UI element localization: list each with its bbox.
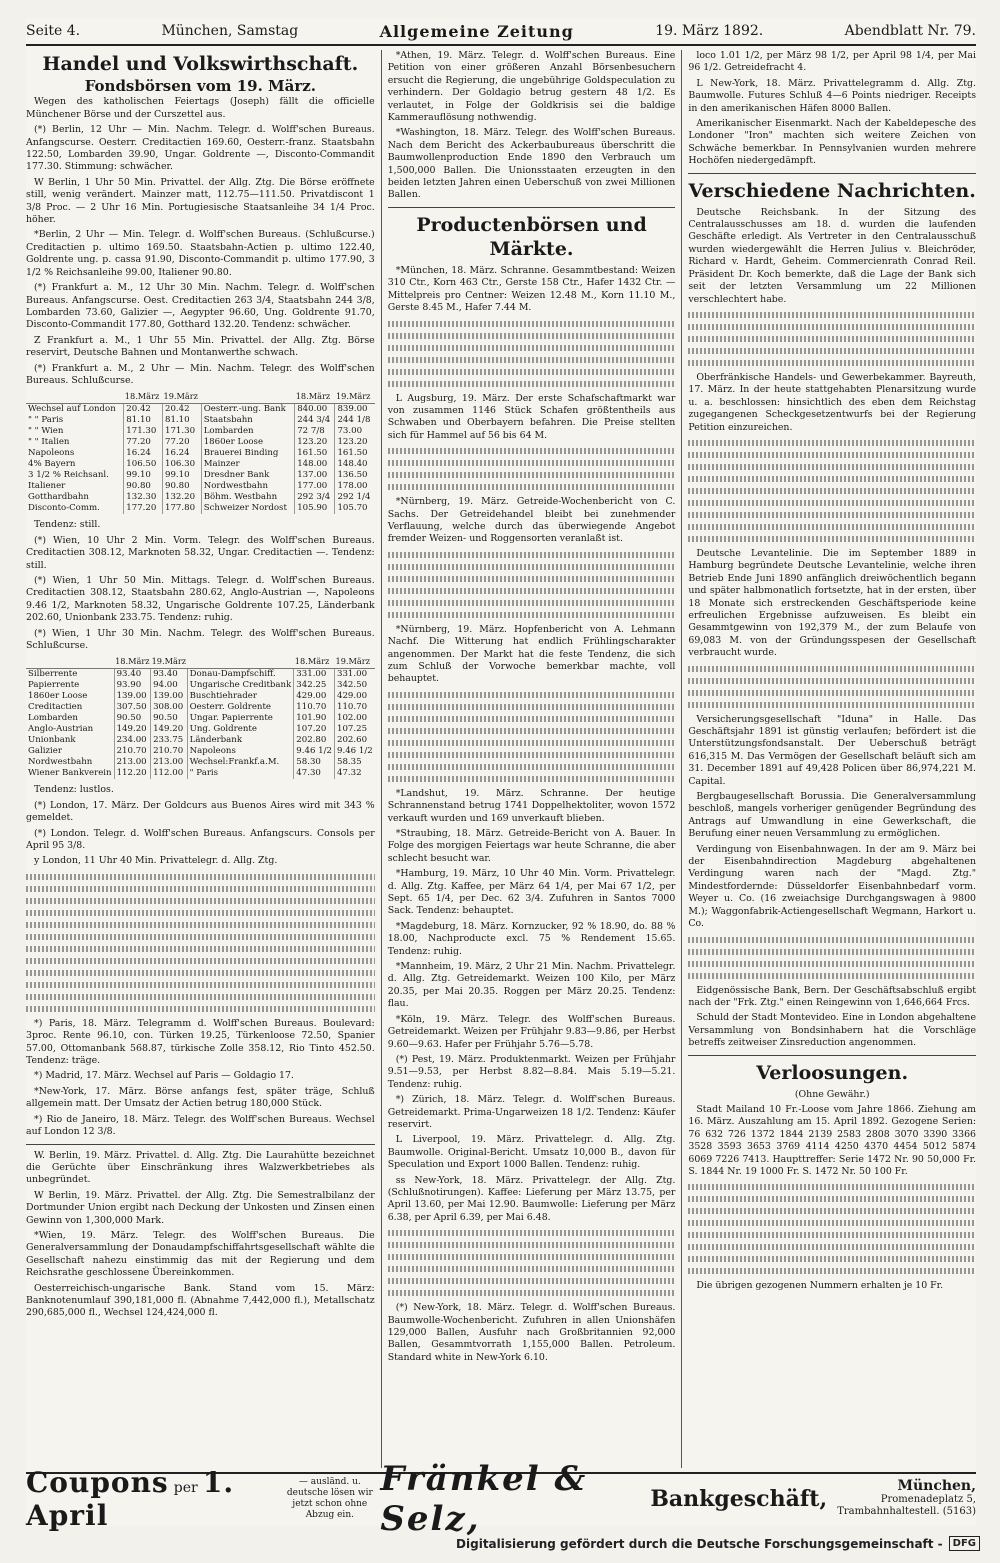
article-london-1: (*) London, 17. März. Der Goldcurs aus Buenos Aires wird mit 343 % gemeldet.: [26, 799, 375, 824]
table-cell: Brauerei Binding: [201, 448, 295, 459]
article-iduna: Versicherungsgesellschaft "Iduna" in Halle. Das Geschäftsjahr 1891 ist günstig verlaufen; befördert ist die Unterstützungsfondsanstalt. Der Ueberschuß beträgt 616,315 M. Das Vermögen der Gesellschaft beläuft sich am 31. December 1891 auf 49,428 Policen über 86,974,221 M. Capital.: [688, 713, 977, 787]
digitization-credit: [456, 1536, 980, 1551]
table-row: [26, 735, 375, 746]
article-newyork-3: (*) New-York, 18. März. Telegr. d. Wolff'schen Bureaus. Baumwolle-Wochenbericht. Zufuhren in allen Unionshäfen 129,000 Ballen, Ausfuhr nach Großbritannien 92,000 Ballen, Gesammtvorrath 1,155,000 Ballen. Petroleum. Standard white in New-York 6.10.: [387, 1302, 676, 1363]
table-cell: 105.90: [295, 503, 335, 514]
newspaper-page: [26, 18, 977, 1539]
levante-text-lines: [688, 666, 976, 708]
table-cell: 77.20: [124, 437, 163, 448]
table-cell: Creditactien: [28, 702, 83, 713]
ad-business-type: Bankgeschäft,: [650, 1486, 828, 1512]
table-cell: 132.30: [124, 492, 163, 503]
table-cell: 307.50: [114, 702, 151, 713]
lottery-note: (Ohne Gewähr.): [794, 1088, 870, 1100]
article-newyork-cont: loco 1.01 1/2, per März 98 1/2, per April 98 1/4, per Mai 96 1/2. Getreidefracht 4.: [688, 50, 977, 74]
table-cell: Wechsel:Frankf.a.M.: [187, 757, 294, 768]
table-cell: 234.00: [114, 735, 151, 746]
table-cell: 161.50: [335, 448, 375, 459]
table-header: [26, 390, 124, 404]
table-cell: 4% Bayern: [28, 459, 76, 470]
article-athen: *Athen, 19. März. Telegr. d. Wolff'schen Bureaus. Eine Petition von einer größeren Anzahl Börsenbesuchern ersucht die Regierung, die ungebührige Goldspeculation zu verhindern. Der Goldagio betrug gestern 48 1/2. Es verlautet, in Folge der Goldkrisis sei die baldige Kammerauflösung nothwendig.: [387, 50, 676, 124]
table-cell: 9.46 1/2: [294, 746, 335, 757]
table-row: [26, 503, 375, 514]
ad-address: [827, 1480, 976, 1518]
table-cell: 112.20: [114, 768, 151, 779]
muenchen-text-lines: [388, 321, 676, 387]
table-cell: 139.00: [151, 691, 188, 702]
table-cell: 77.20: [162, 437, 201, 448]
table-cell: 90.50: [114, 713, 151, 724]
table-row: [26, 691, 375, 702]
article-mailand-end: Die übrigen gezogenen Nummern erhalten je 10 Fr.: [696, 1280, 944, 1292]
table-cell: Ungarische Creditbank: [187, 680, 294, 691]
table-row: [26, 680, 375, 691]
table-cell: 210.70: [151, 746, 188, 757]
table-header: 19.März: [335, 390, 375, 404]
article-dortmunder: W Berlin, 19. März. Privattel. der Allg. Ztg. Die Semestralbilanz der Dortmunder Union ergibt nach Deckung der Unkosten und Zinsen einen Gewinn von 1,300,000 Mark.: [26, 1189, 375, 1226]
article-berlin-3: *Berlin, 2 Uhr — Min. Telegr. d. Wolff'schen Bureaus. (Schlußcurse.) Creditactien p. ultimo 169.50. Staatsbahn-Actien p. ultimo 122.40, Goldrente ung. p. cassa 91.90, Disconto-Commandit p. ultimo 177.90, 3 1/2 % Reichsanleihe 99.00, Italiener 90.80.: [26, 229, 375, 278]
table-cell: 840.00: [295, 404, 335, 416]
table-cell: 105.70: [335, 503, 375, 514]
article-newyork-1: *New-York, 17. März. Börse anfangs fest, später träge, Schluß allgemein matt. Der Umsatz der Actien betrug 180,000 Stück.: [26, 1085, 375, 1110]
table-cell: 47.30: [294, 768, 335, 779]
table-row: [26, 404, 375, 416]
article-paris: *) Paris, 18. März. Telegramm d. Wolff'schen Bureaus. Boulevard: 3proc. Rente 96.10, con. Türken 19.25, Türkenloose 72.50, Spanier 57.00, Ottomanbank 568.87, türkische Zolle 358.12, Rio Tinto 452.50. Tendenz: träge.: [26, 1017, 375, 1067]
section-title-misc: Verschiedene Nachrichten.: [688, 179, 976, 202]
table-cell: 177.00: [295, 481, 335, 492]
divider: [388, 207, 676, 208]
table-cell: 132.20: [162, 492, 201, 503]
table-cell: 112.00: [151, 768, 188, 779]
table-header: 18.März: [114, 655, 151, 669]
table-header: 19.März: [335, 655, 375, 669]
table-cell: 177.20: [124, 503, 163, 514]
ad-firm-name: Fränkel & Selz,: [380, 1459, 588, 1539]
table-cell: 177.80: [162, 503, 201, 514]
table-header: [26, 655, 114, 669]
table-cell: Gotthardbahn: [28, 492, 89, 503]
article-eisenmarkt: Amerikanischer Eisenmarkt. Nach der Kabeldepesche des Londoner "Iron" machten sich weitere Zeichen von Schwäche bemerkbar. In Pennsylvanien wurden mehrere Hochöfen niedergedämpft.: [688, 118, 977, 167]
article-levante: Deutsche Levantelinie. Die im September 1889 in Hamburg begründete Deutsche Levantelinie, welche ihren Betrieb Ende Juni 1890 anfänglich dreiwöchentlich begann und später halbmonatlich fortsetzte, hat in der ersten, über 18 Monate sich erstreckenden Geschäftsperiode keine erfreulichen Ergebnisse aufzuweisen. Es bleibt ein Gesammtgewinn von 192,379 M., der zum Belaufe von 69,083 M. von der Gründungsspesen der Gesellschaft verbraucht wurde.: [688, 547, 977, 659]
table-cell: 93.40: [114, 669, 151, 681]
column-1: [26, 50, 375, 1468]
article-eidgenoessisch: Eidgenössische Bank, Bern. Der Geschäftsabschluß ergibt nach der "Frk. Ztg." einen Reingewinn von 1,646,664 Frcs.: [688, 984, 977, 1008]
table-cell: 99.10: [162, 470, 201, 481]
article-mailand: Stadt Mailand 10 Fr.-Loose vom Jahre 1866. Ziehung am 16. März. Auszahlung am 15. April 1892. Gezogene Serien: 76 632 726 1372 1844 2139 2583 2808 3070 3390 3366 3528 3593 3653 3769 4114 4250 4370 4454 5012 5874 6069 7226 7413. Haupttreffer: Serie 1472 Nr. 90 50,000 Fr. S. 1844 Nr. 19 1000 Fr. S. 1472 Nr. 50 100 Fr.: [688, 1103, 977, 1177]
table-cell: 90.50: [151, 713, 188, 724]
table-cell: Dresdner Bank: [201, 470, 295, 481]
article-berlin-2: W Berlin, 1 Uhr 50 Min. Privattel. der Allg. Ztg. Die Börse eröffnete still, wenig verändert. Mainzer matt, 112.75—111.50. Privatdiscont 1 3/8 Proc. — 2 Uhr 16 Min. Portugiesische Staatsanleihe 34 1/4 Proc. höher.: [26, 176, 375, 226]
table-cell: 123.20: [295, 437, 335, 448]
table-cell: Donau-Dampfschiff.: [187, 669, 294, 681]
table-body-wien: [26, 669, 375, 780]
article-frankfurt-1: (*) Frankfurt a. M., 12 Uhr 30 Min. Nachm. Telegr. d. Wolff'schen Bureaus. Anfangscurse. Oest. Creditactien 263 3/4, Staatsbahn 244 3/8, Lombarden 73.60, Galizier —, Aegypter 96.60, Ung. Goldrente 91.70, Disconto-Commandit 177.80, Gotthard 132.20. Tendenz: schwächer.: [26, 282, 375, 331]
ad-date: 1. April: [26, 1466, 235, 1532]
table-row: [26, 481, 375, 492]
dfg-logo: DFG: [949, 1536, 980, 1551]
table-cell: " " Wien: [28, 426, 64, 437]
article-frankfurt-2: Z Frankfurt a. M., 1 Uhr 55 Min. Privattel. der Allg. Ztg. Börse reservirt, Deutsche Bahnen und Montanwerthe schwach.: [26, 334, 375, 359]
table-row: [26, 415, 375, 426]
page-number: Seite 4.: [26, 23, 81, 39]
table-cell: Anglo-Austrian: [28, 724, 94, 735]
table-cell: 178.00: [335, 481, 375, 492]
article-mannheim: *Mannheim, 19. März, 2 Uhr 21 Min. Nachm. Privattelegr. d. Allg. Ztg. Getreidemarkt. Weizen 100 Kilo, per März 20.35, per Mai 20.35. Roggen per März 20.25. Tendenz: flau.: [387, 961, 676, 1010]
article-madrid: *) Madrid, 17. März. Wechsel auf Paris — Goldagio 17.: [34, 1070, 294, 1082]
table-cell: 137.00: [295, 470, 335, 481]
article-straubing: *Straubing, 18. März. Getreide-Bericht von A. Bauer. In Folge des morgigen Feiertags war heute Schranne, die aber schlecht besucht war.: [387, 828, 676, 864]
table-cell: 93.40: [151, 669, 188, 681]
table-cell: Staatsbahn: [201, 415, 295, 426]
article-berlin-1: (*) Berlin, 12 Uhr — Min. Nachm. Telegr. d. Wolff'schen Bureaus. Anfangscurse. Oesterr. Creditactien 169.60, Oesterr.-franz. Staatsbahn 122.50, Lombarden 39.90, Ungar. Goldrente —, Disconto-Commandit 177.30. Stimmung: schwächer.: [26, 124, 375, 173]
table-cell: Galizier: [28, 746, 62, 757]
table-cell: Ung. Goldrente: [187, 724, 294, 735]
table-row: [26, 448, 375, 459]
table-cell: 16.24: [162, 448, 201, 459]
article-washington: *Washington, 18. März. Telegr. des Wolff'schen Bureaus. Nach dem Bericht des Ackerbaubureaus überschritt die Baumwollenproduction Ende 1890 den Verbrauch um 1,500,000 Ballen. Die Unionsstaaten erzeugten in den beiden letzten Jahren einen Ueberschuß von zwei Millionen Ballen.: [387, 127, 676, 201]
table-cell: Böhm. Westbahn: [201, 492, 295, 503]
article-nuernberg-2: *Nürnberg, 19. März. Hopfenbericht von A. Lehmann Nachf. Die Witterung hat endlich Frühlingscharakter angenommen. Der Markt hat die feste Tendenz, die sich zum Schluß der Vorwoche bemerkbar machte, voll behauptet.: [387, 623, 676, 685]
table-cell: 292 3/4: [295, 492, 335, 503]
divider: [26, 1144, 375, 1145]
table-cell: 81.10: [162, 415, 201, 426]
ad-tram: Trambahnhaltestell.: [837, 1506, 940, 1517]
table-cell: 149.20: [114, 724, 151, 735]
table-cell: 429.00: [294, 691, 335, 702]
ad-city: München,: [897, 1478, 976, 1494]
table-cell: 148.00: [295, 459, 335, 470]
article-augsburg: L Augsburg, 19. März. Der erste Schafschaftmarkt war von zusammen 1146 Stück Schafen größtentheils aus Schwaben und Oberbayern befahren. Die Preise stellten sich für Hammel auf 56 bis 64 M.: [387, 392, 676, 441]
handelskammer-text-lines: [688, 440, 976, 542]
table-cell: Buschtiehrader: [187, 691, 294, 702]
ad-coupons: [26, 1466, 279, 1532]
table-cell: " " Paris: [28, 415, 64, 426]
table-cell: Wechsel auf London: [28, 404, 116, 415]
article-muenchen: *München, 18. März. Schranne. Gesammtbestand: Weizen 310 Ctr., Korn 463 Ctr., Gerste 158 Ctr., Hafer 1432 Ctr. — Mittelpreis pro Centner: Weizen 12.48 M., Korn 11.10 M., Gerste 8.45 M., Hafer 7.44 M.: [387, 264, 676, 314]
article-hamburg: *Hamburg, 19. März, 10 Uhr 40 Min. Vorm. Privattelegr. d. Allg. Ztg. Kaffee, per März 64 1/4, per Mai 67 1/2, per Sept. 65 1/4, per Dec. 62 3/4. Zufuhren in Santos 7000 Sack. Tendenz: behauptet.: [387, 868, 676, 917]
table-cell: Silberrente: [28, 669, 78, 680]
table-cell: 20.42: [162, 404, 201, 416]
ad-per: per: [173, 1480, 198, 1496]
ad-ref: (5163): [942, 1506, 976, 1517]
table-cell: Schweizer Nordost: [201, 503, 295, 514]
footer-advertisement: [26, 1459, 976, 1539]
section-title-markets: Productenbörsen und Märkte.: [416, 213, 647, 260]
table-cell: Oesterr. Goldrente: [187, 702, 294, 713]
table-cell: 171.30: [162, 426, 201, 437]
table-header-row: [26, 390, 375, 404]
article-columns: [26, 50, 976, 1468]
article-london-2: (*) London. Telegr. d. Wolff'schen Bureaus. Anfangscurs. Consols per April 95 3/8.: [26, 827, 375, 852]
article-reichsbank: Deutsche Reichsbank. In der Sitzung des Centralausschusses am 18. d. wurden die laufenden Geschäfte erledigt. Als Vertreter in den Centralausschuß wurden wiedergewählt die Herren Julius v. Bleichröder, Richard v. Hardt, Geheim. Commercienrath Conrad Reil. Präsident Dr. Koch bemerkte, daß die Lage der Bank sich seit der letzten Versammlung um 22 Millionen verschlechtert habe.: [688, 206, 977, 305]
table-cell: 171.30: [124, 426, 163, 437]
table-cell: 58.30: [294, 757, 335, 768]
table-cell: 73.00: [335, 426, 375, 437]
page-header: [26, 18, 976, 46]
table-cell: 94.00: [151, 680, 188, 691]
table-cell: Lombarden: [201, 426, 295, 437]
table-row: [26, 768, 375, 779]
table-header: 19.März: [151, 655, 188, 669]
table-cell: Lombarden: [28, 713, 78, 724]
reichsbank-text-lines: [688, 312, 976, 366]
table-cell: 107.20: [294, 724, 335, 735]
article-koeln: *Köln, 19. März. Telegr. des Wolff'schen Bureaus. Getreidemarkt. Weizen per Frühjahr 9.83—9.86, per Herbst 9.60—9.63. Hafer per Frühjahr 5.76—5.78.: [387, 1013, 676, 1050]
table-cell: 342.25: [294, 680, 335, 691]
table-cell: Papierrente: [28, 680, 80, 691]
article-zuerich: *) Zürich, 18. März. Telegr. d. Wolff'schen Bureaus. Getreidemarkt. Prima-Ungarweizen 18 1/2. Tendenz: Käufer reservirt.: [387, 1094, 676, 1130]
article-montevideo: Schuld der Stadt Montevideo. Eine in London abgehaltene Versammlung von Bondsinhabern hat die Vorschläge betreffs zeitweiser Zinsreduction angenommen.: [688, 1012, 977, 1049]
table-cell: Napoleons: [28, 448, 75, 459]
table-cell: 342.50: [335, 680, 375, 691]
table-row: [26, 669, 375, 681]
table-row: [26, 702, 375, 713]
table-cell: 101.90: [294, 713, 335, 724]
table-cell: 139.00: [114, 691, 151, 702]
table-cell: 149.20: [151, 724, 188, 735]
divider: [688, 173, 976, 174]
table-cell: 202.60: [335, 735, 375, 746]
sub-title-exchanges: Fondsbörsen vom 19. März.: [84, 77, 316, 95]
table-row: [26, 459, 375, 470]
table-cell: 1860er Loose: [201, 437, 295, 448]
quote-table-frankfurt: [26, 390, 375, 514]
table-cell: Nordwestbahn: [201, 481, 295, 492]
edition-number: Abendblatt Nr. 79.: [844, 23, 976, 39]
table-cell: " Paris: [187, 768, 294, 779]
table-cell: 106.30: [162, 459, 201, 470]
column-2: [381, 50, 676, 1468]
augsburg-text-lines: [388, 448, 676, 490]
hopfen-text-lines: [388, 692, 676, 782]
issue-date: 19. März 1892.: [655, 23, 764, 39]
table-header: 18.März: [124, 390, 163, 404]
article-donau: *Wien, 19. März. Telegr. des Wolff'schen Bureaus. Die Generalversammlung der Donaudampfschiffahrtsgesellschaft wählte die Gesellschaft nahezu einstimmig das mit der Regierung und dem Reichsrathe geschlossene Übereinkommen.: [26, 1229, 375, 1279]
table-cell: 9.46 1/2: [335, 746, 375, 757]
quote-table-wien: [26, 655, 375, 779]
mailand-number-lines: [688, 1184, 976, 1274]
newyork-text-lines: [388, 1230, 676, 1296]
divider: [688, 1055, 976, 1056]
place-date: München, Samstag: [161, 23, 299, 39]
table-cell: 1860er Loose: [28, 691, 88, 702]
table-cell: Unionbank: [28, 735, 76, 746]
table-cell: 93.90: [114, 680, 151, 691]
table-cell: 213.00: [151, 757, 188, 768]
article-pest: (*) Pest, 19. März. Produktenmarkt. Weizen per Frühjahr 9.51—9.53, per Herbst 8.82—8.84. Mais 5.19—5.21. Tendenz: ruhig.: [387, 1053, 676, 1090]
section-title-trade: Handel und Volkswirthschaft.: [42, 53, 359, 75]
article-magdeburg: *Magdeburg, 18. März. Kornzucker, 92 % 18.90, do. 88 % 18.00, Nachproducte excl. 75 % Rendement 15.65. Tendenz: ruhig.: [387, 920, 676, 957]
table-header: 19.März: [162, 390, 201, 404]
article-oesterr-bank: Oesterreichisch-ungarische Bank. Stand vom 15. März: Banknotenumlauf 390,181,000 fl. (Abnahme 7,442,000 fl.), Metallschatz 290,685,000 fl., Wechsel 124,424,000 fl.: [26, 1282, 375, 1319]
table-cell: 16.24: [124, 448, 163, 459]
table-cell: 3 1/2 % Reichsanl.: [28, 470, 109, 481]
table-cell: 20.42: [124, 404, 163, 416]
table-cell: Napoleons: [187, 746, 294, 757]
table-row: [26, 437, 375, 448]
article-borussia: Bergbaugesellschaft Borussia. Die Generalversammlung beschloß, mangels vorheriger genügender Begründung des Antrags auf Umwandlung in eine Gewerkschaft, die Berufung einer neuen Versammlung zu ermöglichen.: [688, 791, 977, 840]
table-cell: Nordwestbahn: [28, 757, 93, 768]
table-cell: 110.70: [335, 702, 375, 713]
article-wien-1: (*) Wien, 10 Uhr 2 Min. Vorm. Telegr. des Wolff'schen Bureaus. Creditactien 308.12, Marknoten 58.32, Ungar. Creditactien —. Tendenz: still.: [26, 534, 375, 571]
table-cell: 110.70: [294, 702, 335, 713]
ad-note: — ausländ. u. deutsche lösen wir jetzt schon ohne Abzug ein.: [286, 1477, 373, 1520]
table-cell: 331.00: [335, 669, 375, 681]
table-cell: 99.10: [124, 470, 163, 481]
table-cell: Mainzer: [201, 459, 295, 470]
table-cell: 839.00: [335, 404, 375, 416]
table-header: [187, 655, 294, 669]
table-cell: Ungar. Papierrente: [187, 713, 294, 724]
table-row: [26, 470, 375, 481]
table-cell: 90.80: [124, 481, 163, 492]
table-cell: 136.50: [335, 470, 375, 481]
article-nuernberg-1: *Nürnberg, 19. März. Getreide-Wochenbericht von C. Sachs. Der Getreidehandel bleibt bei zunehmender Verflauung, welche durch das überwiegende Angebot fremder Weizen- und Roggensorten veranlaßt ist.: [387, 496, 676, 545]
table-cell: Wiener Bankverein: [28, 768, 112, 779]
article-london-3: y London, 11 Uhr 40 Min. Privattelegr. d. Allg. Ztg.: [34, 855, 278, 867]
table-cell: Disconto-Comm.: [28, 503, 100, 514]
article-frankfurt-3: (*) Frankfurt a. M., 2 Uhr — Min. Nachm. Telegr. des Wolff'schen Bureaus. Schlußcurse.: [26, 362, 375, 386]
table-cell: Oesterr.-ung. Bank: [201, 404, 295, 416]
london-quote-table: [26, 874, 375, 1012]
table-cell: 292 1/4: [335, 492, 375, 503]
newspaper-title: Allgemeine Zeitung: [379, 21, 574, 41]
tendency-wien: Tendenz: lustlos.: [34, 784, 114, 796]
table-cell: 244 1/8: [335, 415, 375, 426]
article-wien-2: (*) Wien, 1 Uhr 50 Min. Mittags. Telegr. d. Wolff'schen Bureaus. Creditactien 308.12, Staatsbahn 280.62, Anglo-Austrian —, Napoleons 9.46 1/2, Marknoten 58.32, Ungarische Goldrente 107.25, Länderbank 202.60, Unionbank 233.75. Tendenz: ruhig.: [26, 574, 375, 624]
article-eisenbahnwagen: Verdingung von Eisenbahnwagen. In der am 9. März bei der Eisenbahndirection Magdeburg abgehaltenen Verdingung waren nach der "Magd. Ztg." Mindestfordernde: Düsseldorfer Eisenbahnbedarf vorm. Weyer u. Co. (16 zweiachsige Durchgangswagen à 9800 M.); Waggonfabrik-Actiengesellschaft Wegmann, Harkort u. Co.: [688, 843, 977, 930]
table-cell: 72 7/8: [295, 426, 335, 437]
table-cell: 161.50: [295, 448, 335, 459]
table-cell: 102.00: [335, 713, 375, 724]
table-cell: 202.80: [294, 735, 335, 746]
table-row: [26, 724, 375, 735]
table-header-row: [26, 655, 375, 669]
article-intro: Wegen des katholischen Feiertags (Joseph) fällt die officielle Münchener Börse und der Curszettel aus.: [26, 96, 375, 120]
article-wien-3: (*) Wien, 1 Uhr 30 Min. Nachm. Telegr. des Wolff'schen Bureaus. Schlußcurse.: [26, 627, 375, 651]
table-cell: 429.00: [335, 691, 375, 702]
ad-street: Promenadeplatz 5,: [880, 1494, 976, 1505]
table-cell: 233.75: [151, 735, 188, 746]
article-laurahuette: W. Berlin, 19. März. Privattel. d. Allg. Ztg. Die Laurahütte bezeichnet die Gerüchte über Einschränkung ihres Walzwerkbetriebes als unbegründet.: [26, 1149, 375, 1186]
article-rio: *) Rio de Janeiro, 18. März. Telegr. des Wolff'schen Bureaus. Wechsel auf London 12 3/8.: [26, 1113, 375, 1138]
table-cell: Länderbank: [187, 735, 294, 746]
table-header: 18.März: [295, 390, 335, 404]
article-newyork-4: L New-York, 18. März. Privattelegramm d. Allg. Ztg. Baumwolle. Futures Schluß 4—6 Points niedriger. Receipts in den amerikanischen Häfen 8000 Ballen.: [688, 77, 977, 114]
table-cell: Italiener: [28, 481, 66, 492]
credit-text: Digitalisierung gefördert durch die Deutsche Forschungsgemeinschaft -: [456, 1536, 943, 1551]
table-cell: 331.00: [294, 669, 335, 681]
article-landshut: *Landshut, 19. März. Schranne. Der heutige Schrannenstand betrug 1741 Doppelhektoliter, wovon 1572 verkauft wurden und 169 unverkauft blieben.: [387, 787, 676, 824]
table-row: [26, 713, 375, 724]
table-cell: 148.40: [335, 459, 375, 470]
table-cell: 81.10: [124, 415, 163, 426]
table-cell: 106.50: [124, 459, 163, 470]
table-cell: 58.35: [335, 757, 375, 768]
table-body-frankfurt: [26, 404, 375, 515]
table-header: [201, 390, 295, 404]
table-cell: " " Italien: [28, 437, 70, 448]
table-cell: 210.70: [114, 746, 151, 757]
table-row: [26, 426, 375, 437]
eisenbahnwagen-text-lines: [688, 937, 976, 979]
table-header: 18.März: [294, 655, 335, 669]
table-cell: 213.00: [114, 757, 151, 768]
table-cell: 308.00: [151, 702, 188, 713]
table-cell: 90.80: [162, 481, 201, 492]
table-row: [26, 746, 375, 757]
article-handelskammer: Oberfränkische Handels- und Gewerbekammer. Bayreuth, 17. März. In der heute stattgehabten Plenarsitzung wurde u. a. beschlossen: hinsichtlich des eben dem Reichstag zugegangenen Scheckgesetzentwurfs bei der Regierung Petition einzureichen.: [688, 371, 977, 433]
article-newyork-2: ss New-York, 18. März. Privattelegr. der Allg. Ztg. (Schlußnotirungen). Kaffee: Lieferung per März 13.75, per April 13.60, per Mai 12.90. Baumwolle: Lieferung per März 6.38, per April 6.39, per Mai 6.48.: [387, 1174, 676, 1223]
column-3: [681, 50, 976, 1468]
table-cell: 107.25: [335, 724, 375, 735]
table-row: [26, 492, 375, 503]
table-cell: 47.32: [335, 768, 375, 779]
tendency-frankfurt: Tendenz: still.: [34, 519, 101, 531]
table-row: [26, 757, 375, 768]
nuernberg-text-lines: [388, 552, 676, 618]
table-cell: 244 3/4: [295, 415, 335, 426]
table-cell: 123.20: [335, 437, 375, 448]
article-liverpool: L Liverpool, 19. März. Privattelegr. d. Allg. Ztg. Baumwolle. Original-Bericht. Umsatz 10,000 B., davon für Speculation und Export 1000 Ballen. Tendenz: ruhig.: [387, 1134, 676, 1171]
section-title-lottery: Verloosungen.: [756, 1061, 909, 1084]
ad-coupons-word: Coupons: [26, 1466, 169, 1499]
